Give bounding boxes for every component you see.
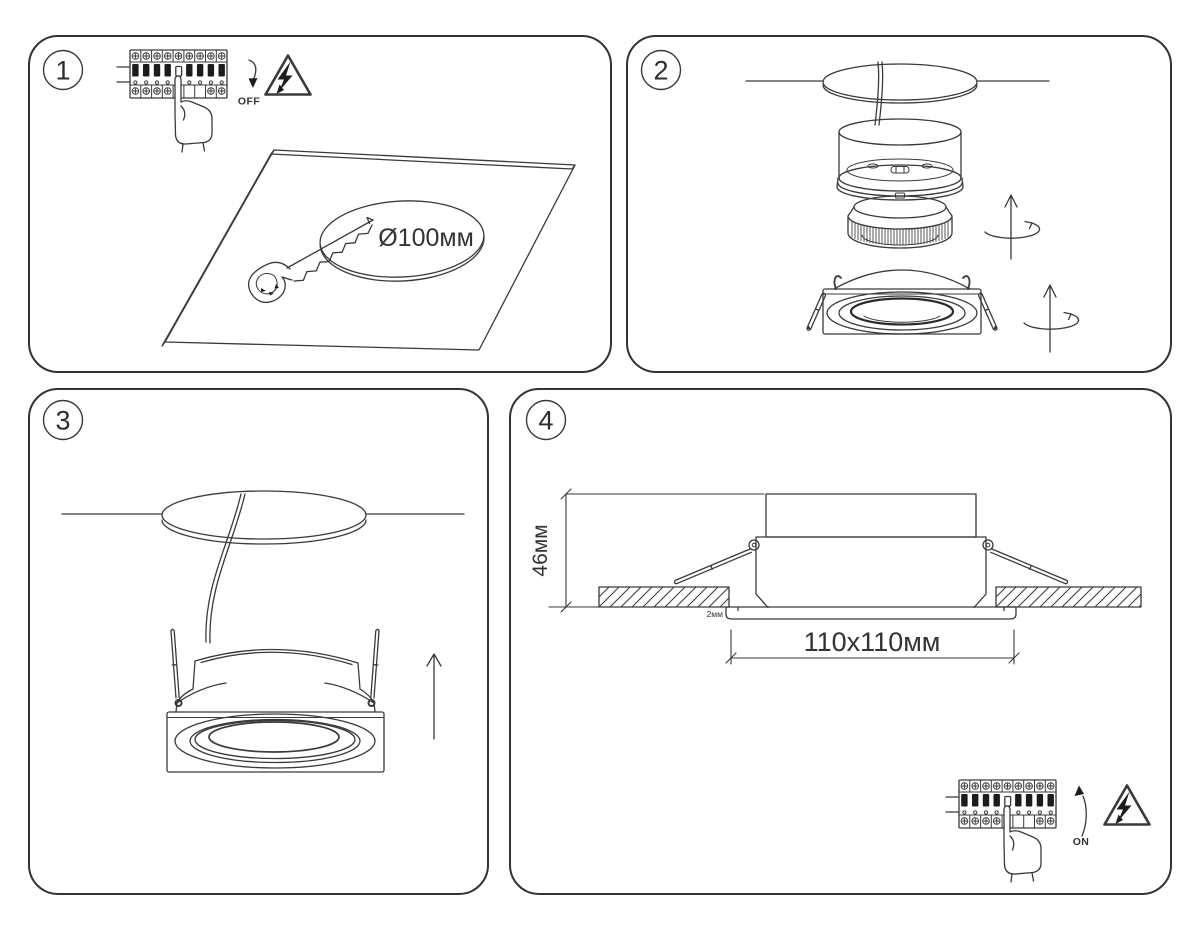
off-arrow-icon bbox=[249, 60, 258, 88]
trim-edge-label: 2мм bbox=[706, 609, 723, 619]
step-1-panel bbox=[28, 35, 612, 373]
width-dimension bbox=[726, 627, 1019, 664]
step-number-badge bbox=[44, 51, 83, 90]
spring-arm-right bbox=[983, 540, 1068, 584]
recess-depth-label: 46мм bbox=[529, 524, 552, 577]
keyhole-saw-icon bbox=[249, 218, 373, 303]
trim-frame bbox=[167, 712, 384, 772]
step-number: 2 bbox=[653, 55, 669, 86]
circuit-breaker-icon bbox=[117, 50, 227, 152]
step-2-panel bbox=[626, 35, 1172, 373]
trim-frame bbox=[807, 270, 997, 334]
step-number: 1 bbox=[55, 55, 71, 86]
step-number: 3 bbox=[55, 405, 71, 436]
cutout-size-label: 110x110мм bbox=[803, 627, 941, 657]
step-number-badge bbox=[44, 401, 83, 440]
fixture-section bbox=[599, 494, 1141, 619]
gx53-socket bbox=[837, 119, 963, 200]
mains-cable bbox=[206, 494, 245, 643]
rotation-arrow-lower bbox=[1024, 285, 1079, 352]
ceiling-tile bbox=[162, 150, 575, 350]
spring-arm-left bbox=[674, 540, 759, 584]
on-arrow-icon bbox=[1075, 786, 1087, 837]
breaker-switch-label: ON bbox=[1072, 836, 1090, 848]
cutout-diameter-label: Ø100мм bbox=[378, 224, 474, 252]
ceiling-cutout bbox=[746, 64, 1049, 103]
high-voltage-warning-icon bbox=[1105, 786, 1150, 825]
spring-clip-left bbox=[171, 629, 182, 706]
ceiling-hatch-left bbox=[599, 587, 729, 607]
step-3-panel bbox=[28, 388, 489, 895]
circuit-breaker-icon bbox=[946, 780, 1056, 882]
gx53-lamp bbox=[848, 193, 952, 248]
step-number-badge bbox=[527, 401, 566, 440]
breaker-switch-label: OFF bbox=[237, 95, 261, 108]
ceiling-hatch-right bbox=[996, 587, 1141, 607]
spring-clip-right bbox=[369, 629, 380, 706]
ceiling-cutout bbox=[62, 491, 464, 544]
push-up-arrow bbox=[427, 654, 441, 739]
high-voltage-warning-icon bbox=[266, 56, 311, 95]
mains-cable bbox=[875, 62, 883, 125]
step-number: 4 bbox=[538, 405, 554, 436]
step-number-badge bbox=[642, 51, 681, 90]
rotation-arrow-upper bbox=[985, 195, 1040, 259]
trim-plate bbox=[726, 607, 1016, 619]
downlight-body bbox=[176, 649, 375, 712]
step-4-panel bbox=[509, 388, 1172, 895]
